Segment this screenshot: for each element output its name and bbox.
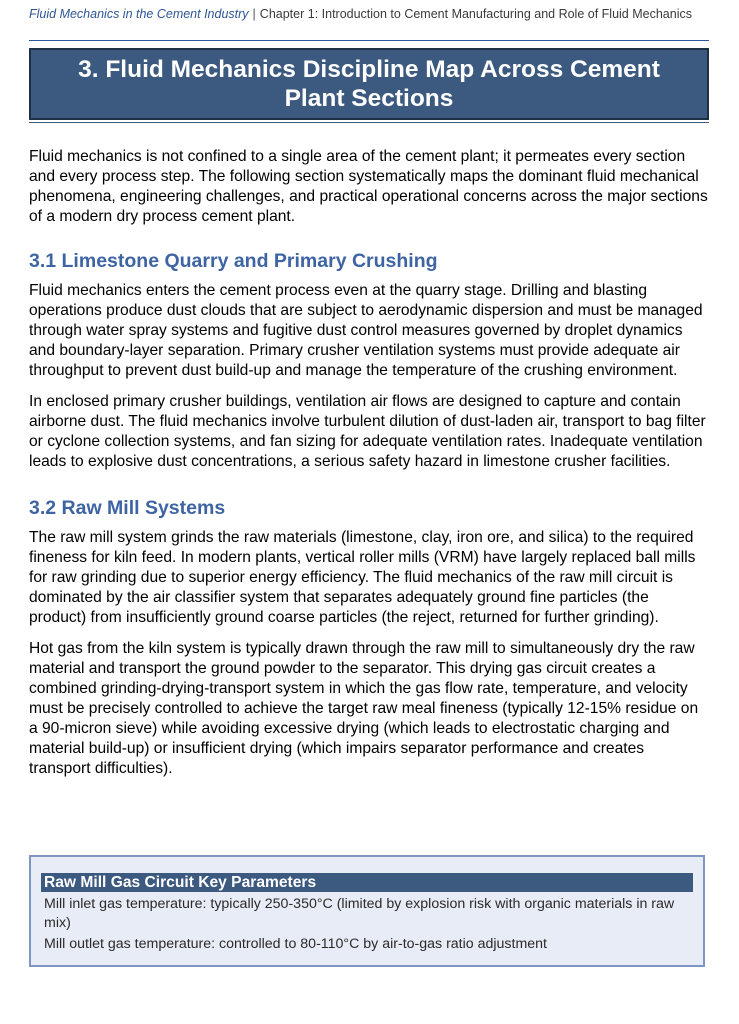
parameters-box-title: Raw Mill Gas Circuit Key Parameters (41, 873, 693, 892)
section-title-banner (29, 48, 709, 120)
header-rule (29, 40, 709, 41)
parameter-item: Mill inlet gas temperature: typically 250-350°C (limited by explosion risk with organic materials in raw mix) (44, 896, 675, 931)
parameters-box (29, 855, 705, 967)
section-3-1-heading: 3.1 Limestone Quarry and Primary Crushing (29, 250, 438, 272)
header-separator: | (252, 7, 256, 21)
section-title: 3. Fluid Mechanics Discipline Map Across Cement Plant Sections (78, 56, 660, 112)
running-header (29, 7, 709, 22)
section-3-1-paragraph-2: In enclosed primary crusher buildings, ventilation air flows are designed to capture and contain airborne dust. The fluid mechanics involve turbulent dilution of dust-laden air, transport to bag filter or cyclone collection systems, and fan sizing for adequate ventilation rates. Inadequate ventilation leads to explosive dust concentrations, a serious safety hazard in limestone crusher facilities. (29, 393, 706, 470)
section-3-1-paragraph-1: Fluid mechanics enters the cement process even at the quarry stage. Drilling and blasting operations produce dust clouds that are subject to aerodynamic dispersion and must be managed through water spray systems and fugitive dust control measures governed by droplet dynamics and boundary-layer separation. Primary crusher ventilation systems must provide adequate air throughput to prevent dust build-up and manage the temperature of the crushing environment. (29, 282, 703, 379)
intro-paragraph: Fluid mechanics is not confined to a single area of the cement plant; it permeates every section and every process step. The following section systematically maps the dominant fluid mechanical phenomena, engineering challenges, and practical operational concerns across the major sections of a modern dry process cement plant. (29, 148, 708, 225)
main-content (29, 147, 709, 779)
book-title: Fluid Mechanics in the Cement Industry (29, 7, 249, 21)
section-3-2-paragraph-1: The raw mill system grinds the raw materials (limestone, clay, iron ore, and silica) to the required fineness for kiln feed. In modern plants, vertical roller mills (VRM) have largely replaced ball mills for raw grinding due to superior energy efficiency. The fluid mechanics of the raw mill circuit is dominated by the air classifier system that separates adequately ground fine particles (the product) from insufficiently ground coarse particles (the reject, returned for further grinding). (29, 529, 696, 626)
section-3-2-paragraph-2: Hot gas from the kiln system is typically drawn through the raw mill to simultaneously dry the raw material and transport the ground powder to the separator. This drying gas circuit creates a combined grinding-drying-transport system in which the gas flow rate, temperature, and velocity must be precisely controlled to achieve the target raw meal fineness (typically 12-15% residue on a 90-micron sieve) while avoiding excessive drying (which leads to electrostatic charging and material build-up) or insufficient drying (which impairs separator performance and creates transport difficulties). (29, 640, 699, 777)
section-3-2-heading: 3.2 Raw Mill Systems (29, 497, 226, 519)
chapter-title: Chapter 1: Introduction to Cement Manufacturing and Role of Fluid Mechanics (259, 7, 692, 21)
parameter-item: Mill outlet gas temperature: controlled to 80-110°C by air-to-gas ratio adjustment (44, 936, 548, 952)
title-underline (29, 122, 709, 123)
